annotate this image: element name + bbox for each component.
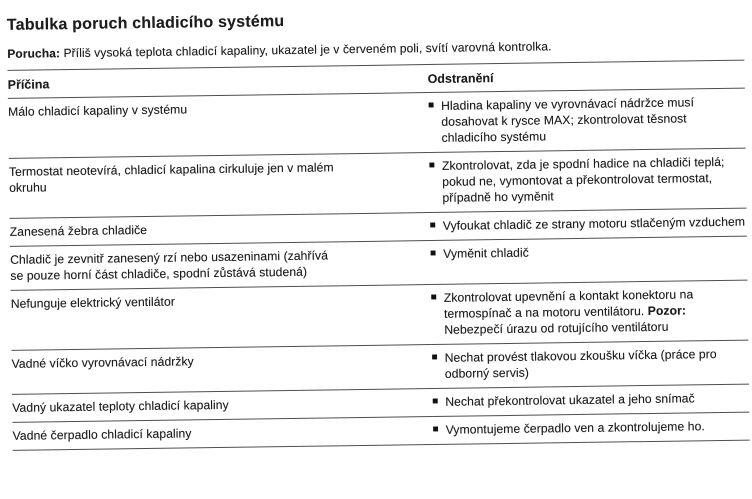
remedy-cell (428, 88, 746, 152)
remedy-cell (431, 280, 749, 344)
remedy-text (441, 94, 746, 146)
remedy-text-before: Nechat provést tlakovou zkoušku víčka (práce pro odborný servis) (445, 347, 717, 381)
page-title: Tabulka poruch chladicího systému (7, 7, 741, 35)
remedy-text (445, 390, 749, 410)
cause-cell: Vadné víčko vyrovnávací nádržky (11, 345, 432, 395)
bullet-square-icon: ■ (432, 422, 438, 438)
bullet-square-icon: ■ (430, 246, 436, 262)
remedy-text-after: Nebezpečí úrazu od rotujícího ventilátoru (444, 320, 668, 337)
remedy-cell (432, 412, 749, 444)
remedy-item (429, 154, 747, 206)
remedy-text-before: Zkontrolovat upevnění a kontakt konektoru na termospínač a na motoru ventilátoru. (444, 287, 694, 320)
remedy-cell (430, 236, 748, 284)
remedy-text-before: Vyměnit chladič (443, 246, 529, 261)
table-row (8, 88, 746, 158)
remedy-text (446, 418, 750, 438)
cause-cell: Málo chladicí kapaliny v systému (8, 93, 429, 159)
fault-table (7, 60, 749, 451)
remedy-text-before: Nechat překontrolovat ukazatel a jeho snímač (445, 391, 695, 408)
table-row (9, 148, 747, 218)
bullet-square-icon: ■ (429, 158, 436, 206)
cause-cell: Nefunguje elektrický ventilátor (11, 285, 432, 351)
fault-label: Porucha: (7, 46, 60, 61)
bullet-square-icon: ■ (428, 98, 435, 146)
table-row (11, 280, 749, 350)
remedy-text (443, 242, 747, 262)
remedy-text-before: Zkontrolovat, zda je spodní hadice na chladiči teplá; pokud ne, vymontovat a překontrolovat termostat, případně ho vyměnit (442, 155, 725, 205)
remedy-item (432, 390, 749, 410)
remedy-text (443, 214, 747, 234)
remedy-item (431, 286, 749, 338)
remedy-cell (430, 208, 747, 240)
column-header-remedy: Odstranění (427, 60, 744, 92)
cause-cell: Chladič je zevnitř zanesený rzí nebo usazeninami (zahřívá se pouze horní část chladiče, spodní zůstává studená) (10, 241, 431, 291)
remedy-cell (431, 340, 749, 388)
bullet-square-icon: ■ (432, 394, 438, 410)
remedy-text-before: Vyfoukat chladič ze strany motoru stlačeným vzduchem (443, 215, 745, 233)
remedy-item (430, 214, 747, 234)
remedy-item (428, 94, 746, 146)
cause-cell: Zanesená žebra chladiče (10, 213, 430, 247)
remedy-item (431, 346, 748, 382)
remedy-cell (429, 148, 747, 212)
cause-cell: Termostat neotevírá, chladicí kapalina cirkuluje jen v malém okruhu (9, 153, 430, 219)
bullet-square-icon: ■ (431, 350, 438, 382)
column-header-cause: Příčina (8, 65, 428, 99)
remedy-text-before: Vymontujeme čerpadlo ven a zkontrolujeme ho. (446, 419, 705, 437)
bullet-square-icon: ■ (430, 218, 436, 234)
cause-cell: Vadné čerpadlo chladicí kapaliny (12, 417, 432, 451)
remedy-text (444, 286, 749, 338)
remedy-text (442, 154, 747, 206)
bullet-square-icon: ■ (431, 290, 438, 338)
remedy-item (430, 242, 747, 262)
fault-description (7, 37, 741, 61)
remedy-text-bold: Pozor: (648, 303, 686, 318)
remedy-text (445, 346, 749, 382)
remedy-item (432, 418, 749, 438)
fault-text: Příliš vysoká teplota chladicí kapaliny, ukazatel je v červeném poli, svítí varovná kontrolka. (60, 39, 552, 60)
remedy-cell (432, 384, 749, 416)
remedy-text-before: Hladina kapaliny ve vyrovnávací nádržce musí dosahovat k rysce MAX; zkontrolovat těsnost chladicího systému (441, 95, 694, 145)
cause-cell: Vadný ukazatel teploty chladicí kapaliny (12, 389, 432, 423)
